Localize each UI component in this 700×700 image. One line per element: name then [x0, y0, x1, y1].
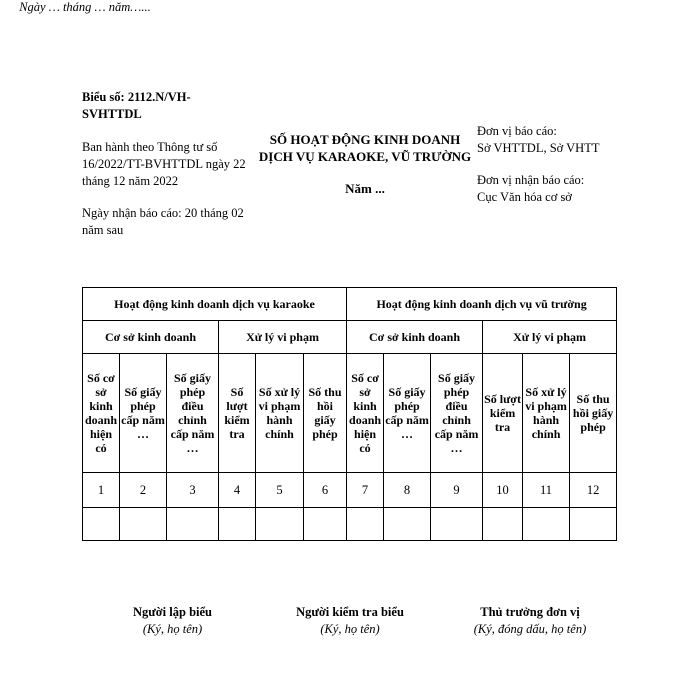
- column-header: Số giấy phép điều chỉnh cấp năm …: [167, 354, 219, 473]
- column-number: 3: [167, 473, 219, 508]
- column-number: 1: [83, 473, 120, 508]
- report-title-line2: DỊCH VỤ KARAOKE, VŨ TRƯỜNG: [258, 149, 472, 164]
- data-cell: [167, 508, 219, 541]
- issued-by-text: Ban hành theo Thông tư số 16/2022/TT-BVHTTDL ngày 22 tháng 12 năm 2022: [82, 140, 246, 188]
- column-header: Số giấy phép cấp năm …: [120, 354, 167, 473]
- reporting-unit-label: Đơn vị báo cáo:: [477, 124, 557, 138]
- subgroup-header-karaoke-business: Cơ sở kinh doanh: [83, 321, 219, 354]
- data-cell: [523, 508, 570, 541]
- column-number: 10: [483, 473, 523, 508]
- head-note: (Ký, đóng dấu, họ tên): [473, 622, 587, 636]
- report-year: Năm ...: [345, 181, 385, 196]
- column-header: Số cơ sở kinh doanh hiện có: [83, 354, 120, 473]
- data-cell: [431, 508, 483, 541]
- column-number: 7: [347, 473, 384, 508]
- data-cell: [256, 508, 304, 541]
- data-cell: [304, 508, 347, 541]
- group-header-dance-hall: Hoạt động kinh doanh dịch vụ vũ trường: [347, 288, 617, 321]
- receiving-unit: [477, 172, 637, 206]
- column-header: Số lượt kiểm tra: [219, 354, 256, 473]
- column-header: Số xử lý vi phạm hành chính: [523, 354, 570, 473]
- column-number: 5: [256, 473, 304, 508]
- preparer-note: (Ký, họ tên): [142, 622, 203, 636]
- subgroup-header-karaoke-violations: Xử lý vi phạm: [219, 321, 347, 354]
- table-row: [83, 508, 617, 541]
- column-header: Số xử lý vi phạm hành chính: [256, 354, 304, 473]
- data-cell: [219, 508, 256, 541]
- column-header: Số giấy phép cấp năm …: [384, 354, 431, 473]
- subgroup-header-dance-violations: Xử lý vi phạm: [483, 321, 617, 354]
- column-number: 2: [120, 473, 167, 508]
- received-date-text: Ngày nhận báo cáo: 20 tháng 02 năm sau: [82, 206, 244, 237]
- form-code: Biểu số: 2112.N/VH-SVHTTDL: [82, 90, 191, 121]
- column-header: Số thu hồi giấy phép: [304, 354, 347, 473]
- receiving-unit-value: Cục Văn hóa cơ sở: [477, 190, 572, 204]
- column-number: 6: [304, 473, 347, 508]
- data-cell: [83, 508, 120, 541]
- data-cell: [347, 508, 384, 541]
- column-header: Số lượt kiểm tra: [483, 354, 523, 473]
- column-header: Số giấy phép điều chỉnh cấp năm …: [431, 354, 483, 473]
- reporting-unit-value: Sở VHTTDL, Sở VHTT: [477, 141, 600, 155]
- signature-checker: [275, 604, 425, 638]
- column-number: 9: [431, 473, 483, 508]
- subgroup-header-dance-business: Cơ sở kinh doanh: [347, 321, 483, 354]
- column-number: 4: [219, 473, 256, 508]
- data-cell: [384, 508, 431, 541]
- report-title-line1: SỐ HOẠT ĐỘNG KINH DOANH: [269, 132, 461, 147]
- report-table: [82, 287, 617, 541]
- column-header: Số cơ sở kinh doanh hiện có: [347, 354, 384, 473]
- checker-note: (Ký, họ tên): [320, 622, 380, 636]
- signature-head: [445, 604, 615, 638]
- column-number: 12: [570, 473, 617, 508]
- receiving-unit-label: Đơn vị nhận báo cáo:: [477, 173, 585, 187]
- data-cell: [483, 508, 523, 541]
- preparer-role: Người lập biểu: [132, 605, 213, 619]
- checker-role: Người kiểm tra biểu: [296, 605, 404, 619]
- column-header: Số thu hồi giấy phép: [570, 354, 617, 473]
- column-number: 8: [384, 473, 431, 508]
- group-header-karaoke: Hoạt động kinh doanh dịch vụ karaoke: [83, 288, 347, 321]
- signature-date-line: Ngày … tháng … năm…...: [19, 0, 151, 14]
- signature-preparer: [100, 604, 245, 638]
- data-cell: [570, 508, 617, 541]
- data-cell: [120, 508, 167, 541]
- head-role: Thủ trưởng đơn vị: [480, 605, 580, 619]
- column-number: 11: [523, 473, 570, 508]
- report-title: [240, 131, 490, 165]
- reporting-unit: [477, 123, 637, 157]
